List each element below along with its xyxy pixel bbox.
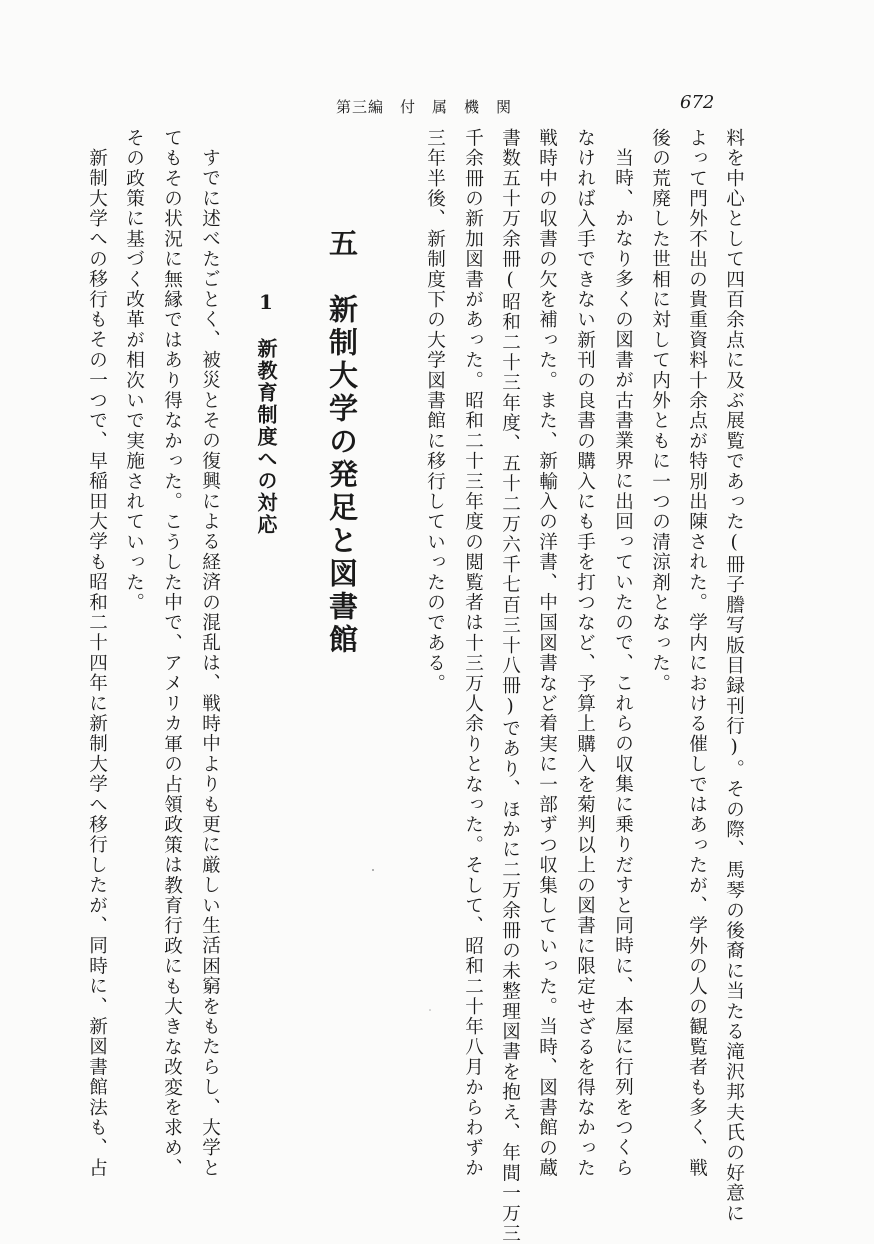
text-line: 料を中心として四百余点に及ぶ展覧であった(冊子謄写版目録刊行)。その際、馬琴の後裔に当たる滝沢邦夫氏の好意に xyxy=(723,128,745,1224)
text-line: 千余冊の新加図書があった。昭和二十三年度の閲覧者は十三万人余りとなった。そして、昭和二十年八月からわずか xyxy=(462,128,484,1179)
speck xyxy=(429,1009,431,1011)
text-line: 後の荒廃した世相に対して内外ともに一つの清涼剤となった。 xyxy=(649,128,671,694)
text-line: てもその状況に無縁ではあり得なかった。こうした中で、アメリカ軍の占領政策は教育行政にも大きな改変を求め、 xyxy=(161,128,183,1179)
page-number: 672 xyxy=(680,92,715,113)
text-line: 戦時中の収書の欠を補った。また、新輸入の洋書、中国図書など着実に一部ずつ収集していった。当時、図書館の蔵 xyxy=(536,128,558,1179)
speck xyxy=(372,869,374,871)
running-header: 第三編 付 属 機 関 xyxy=(336,98,513,116)
text-line: その政策に基づく改革が相次いで実施されていった。 xyxy=(123,128,145,613)
section-heading: 五 新制大学の発足と図書館 xyxy=(325,228,359,657)
text-line: 書数五十万余冊(昭和二十三年度、五十二万六千七百三十八冊)であり、ほかに二万余冊の未整理図書を抱え、年間一万三 xyxy=(499,128,521,1244)
text-line: なければ入手できない新刊の良書の購入にも手を打つなど、予算上購入を菊判以上の図書に限定せざるを得なかった xyxy=(574,128,596,1179)
text-line: 三年半後、新制度下の大学図書館に移行していったのである。 xyxy=(424,128,446,694)
text-line: 新制大学への移行もその一つで、早稲田大学も昭和二十四年に新制大学へ移行したが、同時に、新図書館法も、占 xyxy=(86,148,108,1179)
text-line: 当時、かなり多くの図書が古書業界に出回っていたので、これらの収集に乗りだすと同時に、本屋に行列をつくら xyxy=(612,148,634,1179)
subsection-heading: 1 新教育制度への対応 xyxy=(254,290,278,536)
text-line: よって門外不出の貴重資料十余点が特別出陳された。学内における催しではあったが、学外の人の観覧者も多く、戦 xyxy=(686,128,708,1179)
text-line: すでに述べたごとく、被災とその復興による経済の混乱は、戦時中よりも更に厳しい生活困窮をもたらし、大学と xyxy=(199,148,221,1179)
